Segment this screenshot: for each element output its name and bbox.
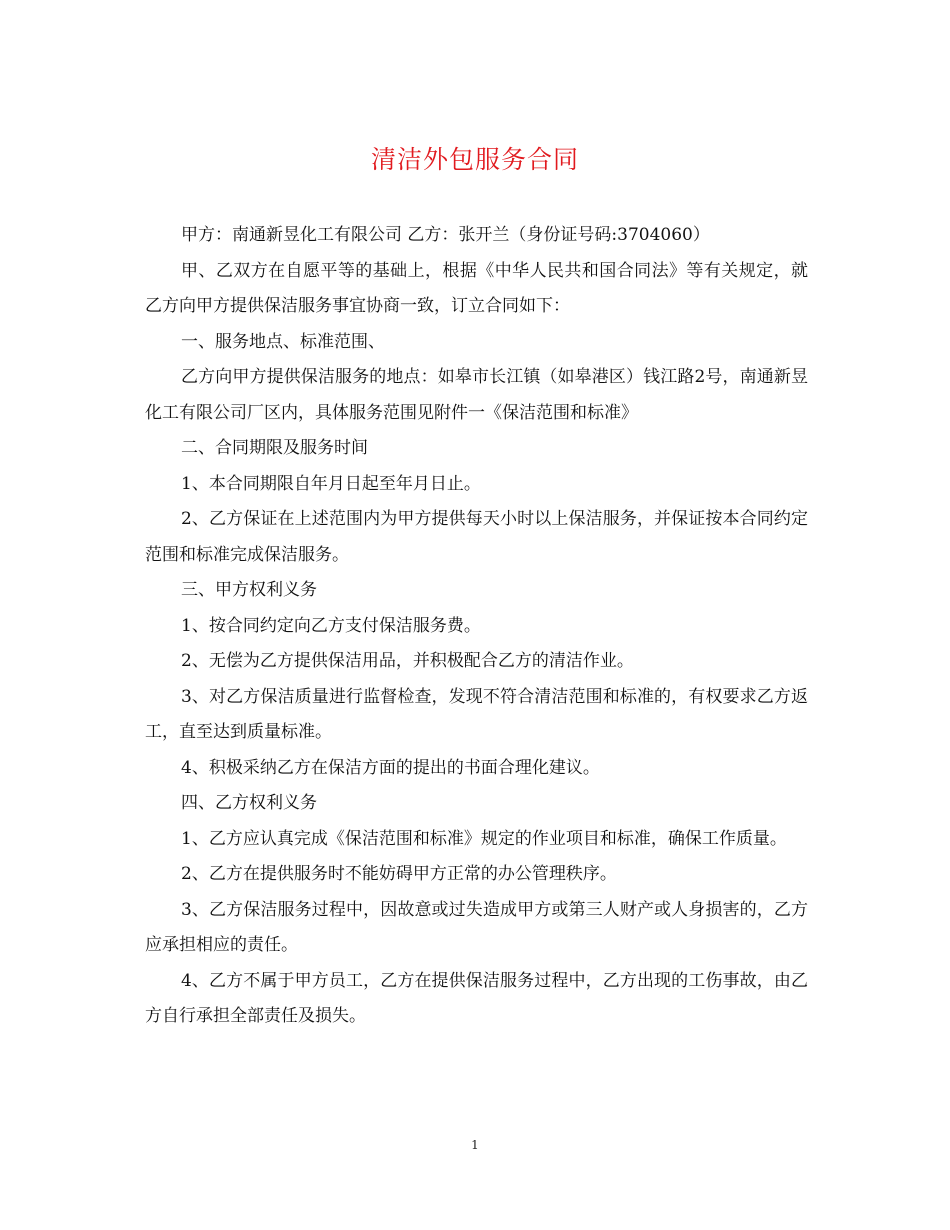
- document-body: [145, 218, 808, 1035]
- party-a-clause-1: 1、按合同约定向乙方支付保洁服务费。: [181, 615, 481, 636]
- party-b-clause-3: 3、乙方保洁服务过程中，因故意或过失造成甲方或第三人财产或人身损害的，乙方应承担相应的责任。: [145, 899, 808, 955]
- section-heading-1: 一、服务地点、标准范围、: [181, 331, 385, 352]
- document-title: 清洁外包服务合同: [370, 145, 579, 174]
- party-b-clause-1: 1、乙方应认真完成《保洁范围和标准》规定的作业项目和标准，确保工作质量。: [181, 828, 787, 849]
- section-heading-2: 二、合同期限及服务时间: [181, 438, 368, 458]
- party-a-clause-4: 4、积极采纳乙方在保洁方面的提出的书面合理化建议。: [181, 757, 600, 778]
- party-b-clause-4: 4、乙方不属于甲方员工，乙方在提供保洁服务过程中，乙方出现的工伤事故，由乙方自行承担全部责任及损失。: [145, 970, 808, 1026]
- party-a-clause-3: 3、对乙方保洁质量进行监督检查，发现不符合清洁范围和标准的，有权要求乙方返工，直至达到质量标准。: [145, 686, 808, 742]
- party-info-paragraph: 甲方：南通新昱化工有限公司 乙方：张开兰（身份证号码:3704060）: [181, 225, 710, 245]
- section-heading-3: 三、甲方权利义务: [181, 580, 317, 600]
- party-b-clause-2: 2、乙方在提供服务时不能妨碍甲方正常的办公管理秩序。: [181, 864, 617, 884]
- preamble-paragraph: 甲、乙双方在自愿平等的基础上，根据《中华人民共和国合同法》等有关规定，就乙方向甲方提供保洁服务事宜协商一致，订立合同如下：: [145, 260, 808, 316]
- page-number: 1: [471, 1138, 479, 1152]
- section-heading-4: 四、乙方权利义务: [181, 793, 317, 813]
- term-clause-1: 1、本合同期限自年月日起至年月日止。: [181, 473, 481, 494]
- service-location-paragraph: 乙方向甲方提供保洁服务的地点：如皋市长江镇（如皋港区）钱江路2号，南通新昱化工有限公司厂区内，具体服务范围见附件一《保洁范围和标准》: [145, 367, 808, 423]
- term-clause-2: 2、乙方保证在上述范围内为甲方提供每天小时以上保洁服务，并保证按本合同约定范围和标准完成保洁服务。: [145, 509, 808, 565]
- party-a-clause-2: 2、无偿为乙方提供保洁用品，并积极配合乙方的清洁作业。: [181, 651, 634, 671]
